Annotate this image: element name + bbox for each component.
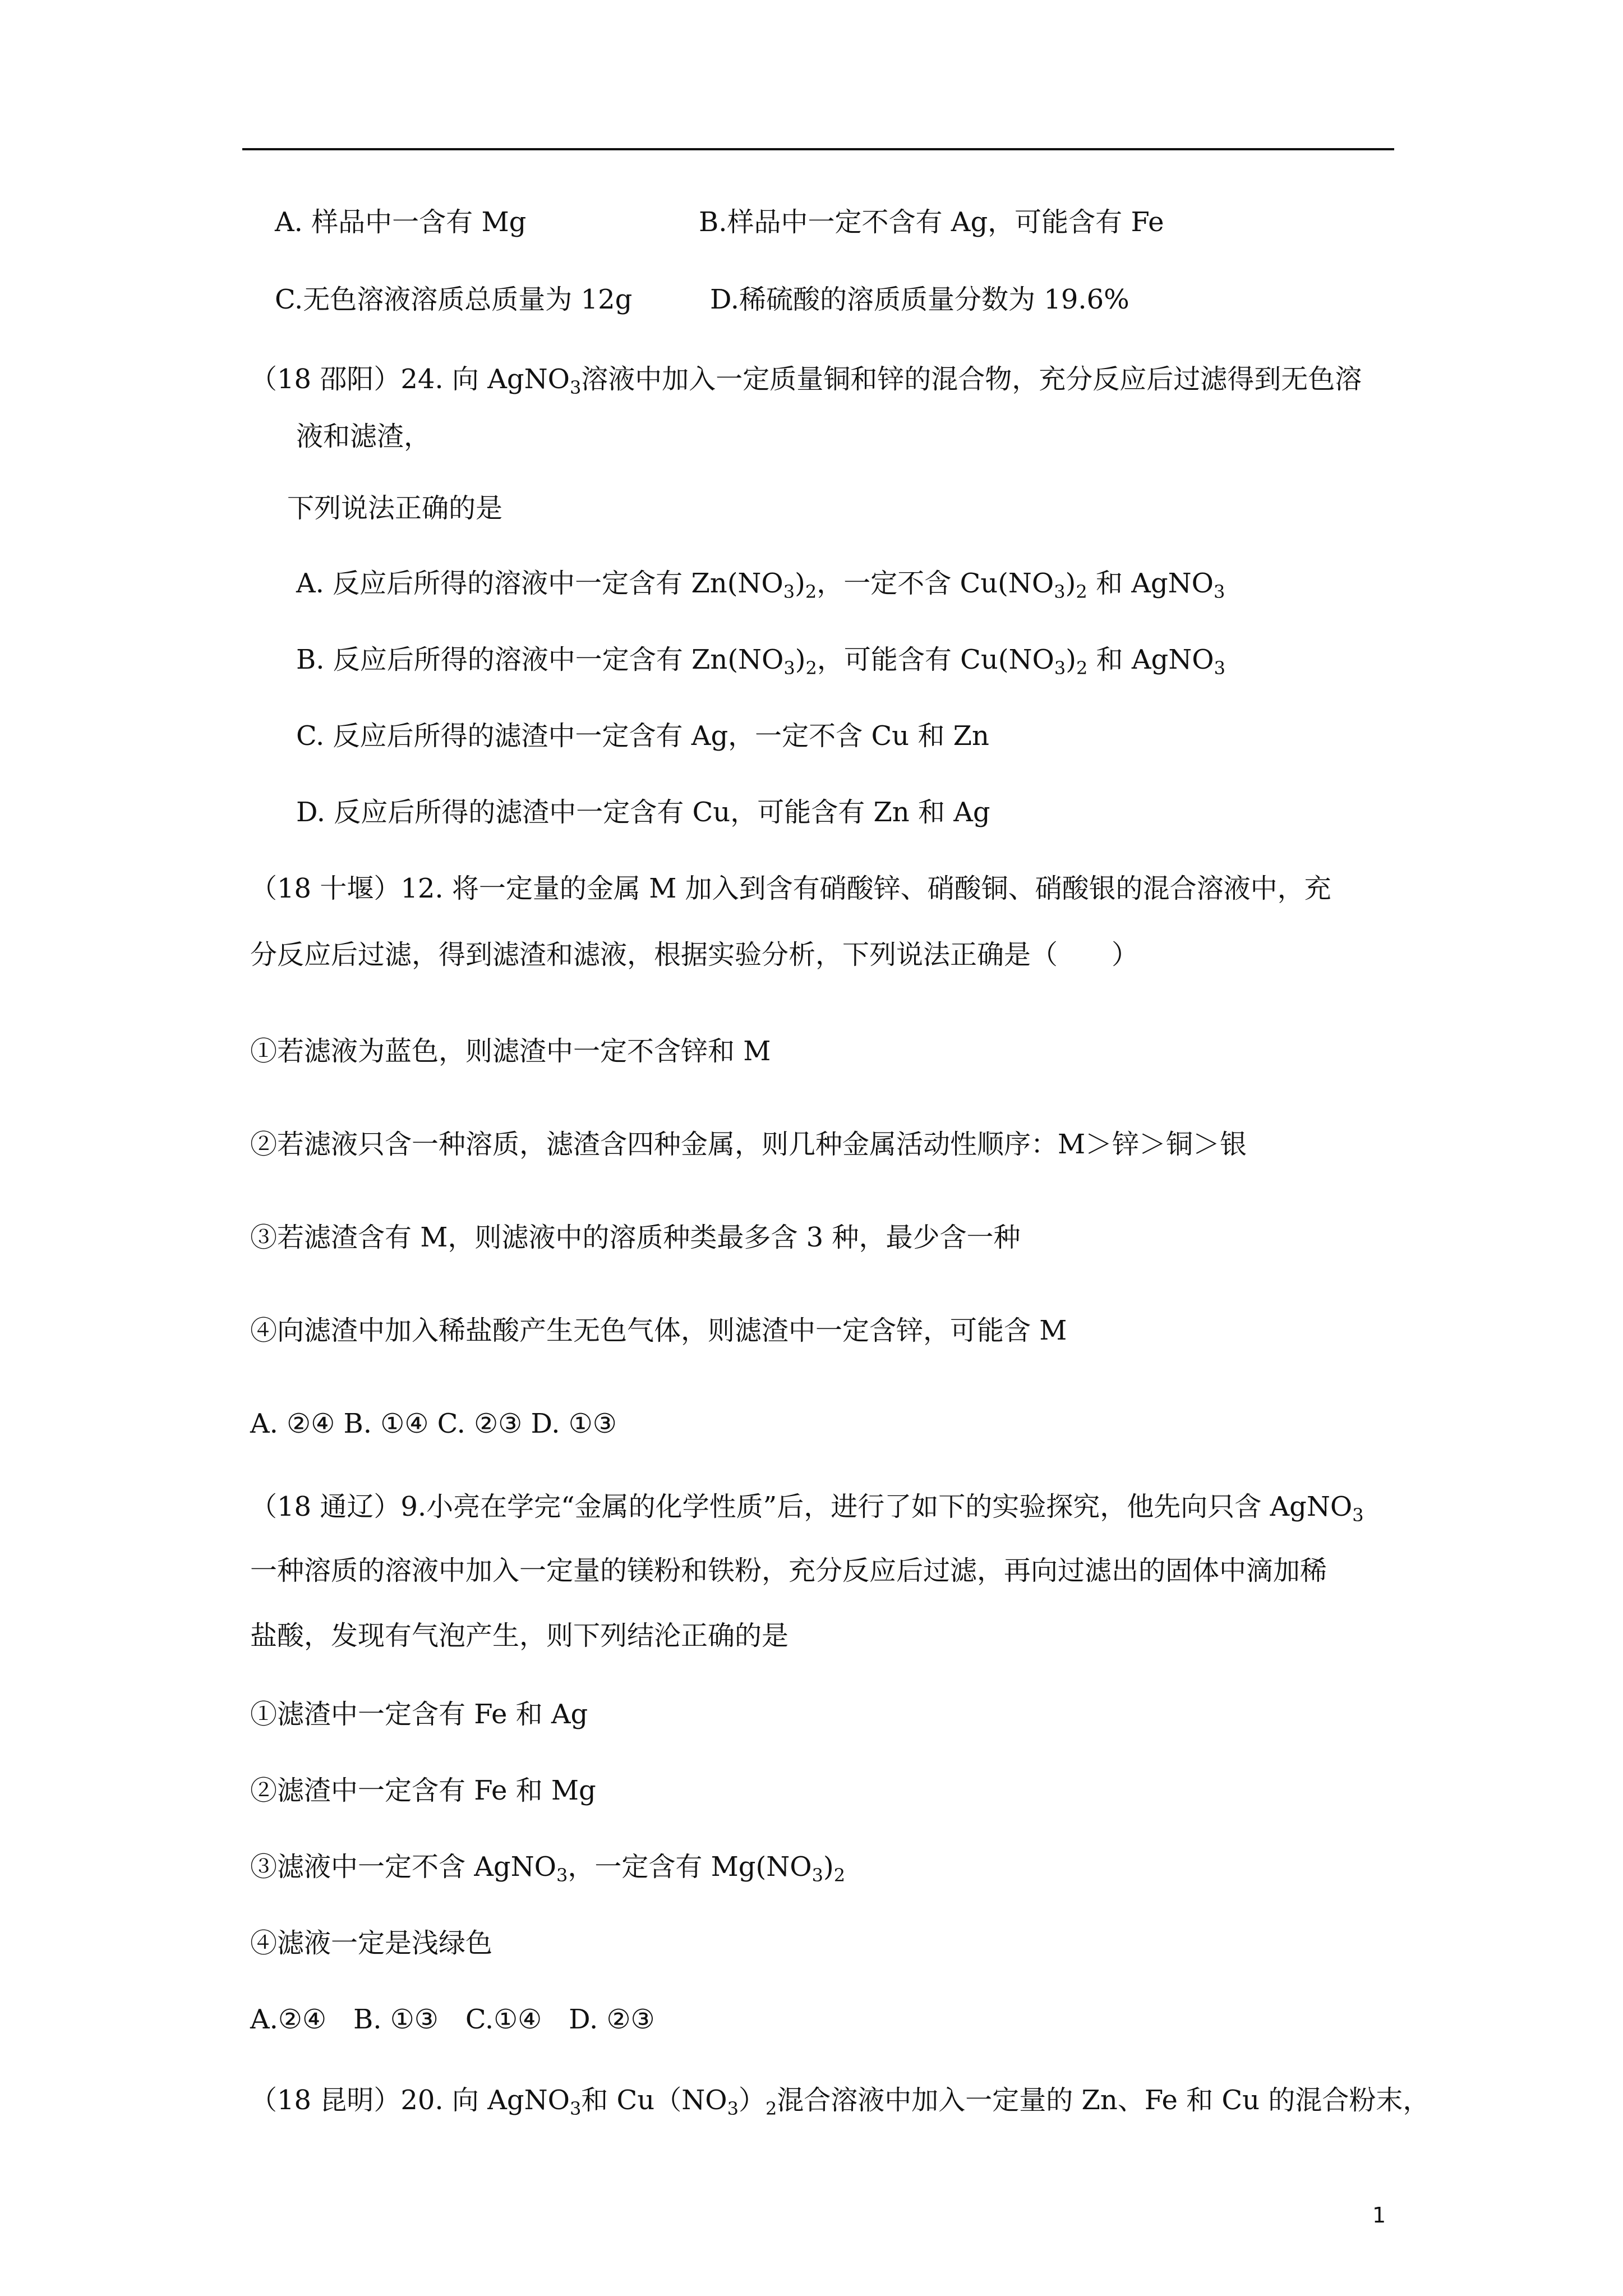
option-b: B.样品中一定不含有 Ag，可能含有 Fe <box>699 206 1164 238</box>
q20-stem-line1: （18 昆明）20. 向 AgNO$_3$和 $Cu(NO_3)_2$混合溶液中加入一定量的 Zn、Fe 和 Cu 的混合粉末， <box>250 2085 1430 2119</box>
q12-options: A. ②④ B. ①④ C. ②③ D. ①③ <box>250 1408 617 1439</box>
q24-stem-line3: 下列说法正确的是 <box>287 493 503 524</box>
q9-statement-1: ①滤渣中一定含有 Fe 和 Ag <box>250 1699 588 1730</box>
q9-stem-line3: 盐酸，发现有气泡产生，则下列结沦正确的是 <box>250 1620 789 1651</box>
q9-options: A.②④ B. ①③ C.①④ D. ②③ <box>250 2004 655 2035</box>
option-c: C.无色溶液溶质总质量为 12g <box>275 284 633 315</box>
q9-stem-line1: （18 通辽）9.小亮在学完“金属的化学性质”后，进行了如下的实验探究，他先向只含 AgNO$_3$ <box>250 1491 1364 1526</box>
q12-statement-2: ②若滤液只含一种溶质，滤渣含四种金属，则几种金属活动性顺序：M＞锌＞铜＞银 <box>250 1129 1247 1160</box>
q12-stem-line1: （18 十堰）12. 将一定量的金属 M 加入到含有硝酸锌、硝酸铜、硝酸银的混合溶液中，充 <box>250 873 1331 904</box>
q12-statement-1: ①若滤液为蓝色，则滤渣中一定不含锌和 M <box>250 1036 771 1067</box>
header-rule <box>242 148 1394 150</box>
q12-statement-4: ④向滤渣中加入稀盐酸产生无色气体，则滤渣中一定含锌，可能含 M <box>250 1315 1067 1346</box>
q9-statement-2: ②滤渣中一定含有 Fe 和 Mg <box>250 1775 596 1806</box>
q24-option-a: A. 反应后所得的溶液中一定含有 $Zn(NO_3)_2$，一定不含 $Cu(NO_3)_2$ 和 AgNO$_3$ <box>296 568 1225 602</box>
q9-statement-4: ④滤液一定是浅绿色 <box>250 1927 493 1959</box>
q9-stem-line2: 一种溶质的溶液中加入一定量的镁粉和铁粉，充分反应后过滤，再向过滤出的固体中滴加稀 <box>250 1555 1327 1586</box>
q24-option-c: C. 反应后所得的滤渣中一定含有 Ag，一定不含 Cu 和 Zn <box>296 720 989 752</box>
q9-statement-3: ③滤液中一定不含 AgNO$_3$，一定含有 $Mg(NO_3)_2$ <box>250 1851 846 1886</box>
q12-statement-3: ③若滤渣含有 M，则滤液中的溶质种类最多含 3 种，最少含一种 <box>250 1222 1021 1253</box>
q24-option-d: D. 反应后所得的滤渣中一定含有 Cu，可能含有 Zn 和 Ag <box>296 797 990 828</box>
option-a: A. 样品中一含有 Mg <box>275 206 527 238</box>
q12-stem-line2: 分反应后过滤，得到滤渣和滤液，根据实验分析，下列说法正确是（ ） <box>250 939 1139 970</box>
q24-option-b: B. 反应后所得的溶液中一定含有 $Zn(NO_3)_2$，可能含有 $Cu(NO_3)_2$ 和 AgNO$_3$ <box>296 644 1225 679</box>
option-d: D.稀硫酸的溶质质量分数为 19.6% <box>710 284 1129 315</box>
q24-stem-line2: 液和滤渣， <box>296 421 431 452</box>
q24-stem-line1: （18 邵阳）24. 向 AgNO$_3$溶液中加入一定质量铜和锌的混合物，充分反应后过滤得到无色溶 <box>250 364 1362 398</box>
page-number: 1 <box>1372 2203 1386 2228</box>
